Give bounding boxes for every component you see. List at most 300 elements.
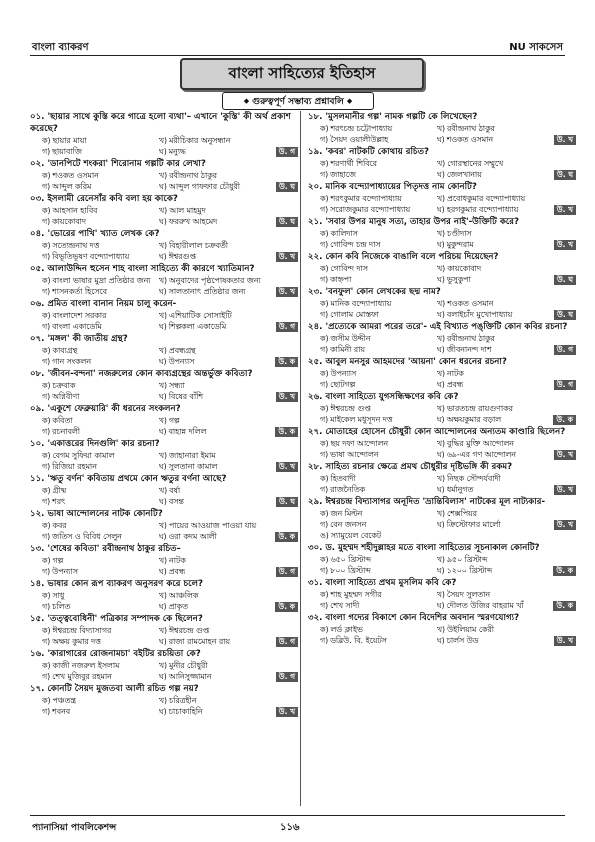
option-text: প্রবোধকুমার বন্দ্যোপাধ্যায় (447, 194, 526, 203)
option (42, 321, 159, 332)
option-text: ঈশ্বরচন্দ্র গুপ্ত (330, 404, 371, 413)
answer-badge (554, 485, 576, 495)
option-text: রিজিয়া রহমান (52, 462, 97, 471)
right-question-column (308, 111, 576, 811)
header-subject: বাংলা ব্যাকরণ (32, 42, 89, 53)
option-letter: ক) (320, 625, 329, 634)
option-letter: খ) (158, 311, 168, 320)
question-number: ১০. (30, 439, 45, 449)
option-text: সাধু (52, 591, 65, 600)
options-grid (30, 695, 298, 717)
option-letter: গ) (320, 450, 329, 459)
option (320, 519, 437, 530)
question-text (30, 438, 298, 450)
option (42, 345, 159, 356)
option-text: লর্ড ক্লাইভ (330, 625, 363, 634)
option-letter: ঘ) (436, 450, 445, 459)
option (159, 601, 276, 612)
option (159, 275, 276, 286)
question-text (308, 286, 576, 298)
question-number: ২৯. (308, 497, 323, 507)
answer-prefix: উ. (556, 520, 566, 529)
option (437, 204, 554, 215)
option (320, 554, 437, 565)
option-text: শেখ সাদী (330, 601, 360, 610)
question-body: কোনটি সৈয়দ মুজতবা আলী রচিত গল্প নয়? (47, 684, 199, 694)
option (320, 263, 437, 274)
option-text: জীবনানন্দ দাশ (446, 345, 492, 354)
answer-badge (276, 287, 298, 297)
question-body: 'প্রত্যেকে আমরা পরের তরে'- এই বিখ্যাত পঙ্‌ক্তিটি কোন কবির রচনা? (325, 322, 568, 332)
option-letter: ক) (320, 590, 329, 599)
question-body: 'শেষের কবিতা' রবীন্দ্রনাথ ঠাকুর রচিত– (47, 544, 181, 554)
options-grid (308, 589, 576, 611)
option-text: রাজনৈতিক (330, 485, 366, 494)
answer-badge (554, 380, 576, 390)
question-body: আবুল মনসুর আহমদের 'আয়না' কোন ধরনের রচনা? (325, 357, 507, 367)
option-text: গোলাম মোস্তফা (330, 310, 379, 319)
options-grid (30, 520, 298, 542)
answer-prefix: উ. (556, 135, 566, 144)
option-letter: খ) (436, 369, 446, 378)
option-text: বসন্ত (168, 497, 184, 506)
question-body: 'জীবন-বন্দনা' নজরুলের কোন কাব্যগ্রন্থের অন্তর্ভুক্ত কবিতা? (47, 369, 253, 379)
question-item (308, 542, 576, 576)
option (159, 170, 276, 181)
option-text: এশিয়াটিক সোসাইটি (169, 311, 232, 320)
option-text: শিল্পকলা একাডেমি (168, 322, 227, 331)
option-text: ঈশ্বরচন্দ্র বিদ্যাসাগর (52, 626, 112, 635)
option-letter: খ) (159, 206, 168, 215)
option-text: ছায়ার মায়া (52, 136, 87, 145)
option-text: ফররুখ আহমেদ (168, 217, 218, 226)
question-number: ২২. (308, 252, 323, 262)
question-item (308, 181, 576, 215)
footer-publisher: প্যানাসিয়া পাবলিকেশন্স (32, 823, 117, 833)
option-text: বেন জনসন (330, 520, 367, 529)
option-text: উপন্যাস (168, 357, 195, 366)
question-text (308, 356, 576, 368)
option-letter: ক) (42, 136, 51, 145)
option-letter: ঘ) (158, 147, 167, 156)
option-text: অনুবাদের পৃষ্ঠপোষকতার জন্য (169, 276, 261, 285)
question-text (308, 216, 576, 228)
option-letter: ক) (320, 194, 329, 203)
options-grid (30, 310, 298, 332)
option-text: শরৎকুমার বন্দ্যোপাধ্যায় (330, 194, 402, 203)
option-text: ঈশ্বরচন্দ্র গুপ্ত (169, 626, 210, 635)
option-letter: ক) (320, 334, 329, 343)
question-body: 'একুশে ফেব্রুয়ারি' কী ধরনের সংকলন? (47, 404, 181, 414)
question-item (308, 461, 576, 495)
option-text: বর্ষা (169, 486, 181, 495)
option-text: আঞ্চলিক (168, 591, 199, 600)
options-grid (30, 240, 298, 262)
answer-badge (554, 205, 576, 215)
question-item (30, 298, 298, 332)
answer-badge (276, 672, 298, 682)
option (437, 134, 554, 145)
answer-letter: ঘ (568, 310, 573, 319)
question-text (30, 263, 298, 275)
answer-prefix: উ. (556, 485, 566, 494)
option-letter: খ) (437, 264, 446, 273)
option-text: আনিসুজ্জামান (168, 672, 212, 681)
option-text: কামিনী রায় (330, 345, 365, 354)
answer-badge (275, 357, 298, 367)
question-text (30, 508, 298, 520)
option (159, 426, 276, 437)
option-text: ওরা কদম আলী (168, 532, 217, 541)
header-series: NU সাকসেস (509, 42, 563, 53)
option-text: মন্যুদ্ধ (168, 147, 186, 156)
option-text: ৬৯-এর গণ আন্দোলন (446, 450, 516, 459)
option (437, 600, 554, 611)
answer-badge (554, 520, 576, 530)
question-body: সাহিত্য রচনার ক্ষেত্রে প্রমথ চৌধুরীর দৃষ্টিভঙ্গি কী রকম? (325, 462, 513, 472)
option-letter: ঙ) (320, 531, 329, 540)
option (437, 169, 554, 180)
option-text: শরণার্থী শিবিরে (330, 159, 377, 168)
options-grid (308, 403, 576, 425)
option-letter: গ) (42, 287, 51, 296)
option-letter: ঘ) (437, 170, 445, 179)
option-text: আহসান হাবিব (52, 206, 98, 215)
option-letter: খ) (159, 171, 168, 180)
question-text (308, 542, 576, 554)
option-text: আব্দুল গাফফার চৌধুরী (168, 182, 241, 191)
option (159, 625, 276, 636)
options-grid (30, 205, 298, 227)
option-text: প্রবন্ধ (168, 567, 186, 576)
option (42, 251, 159, 262)
option (42, 461, 159, 472)
option-letter: খ) (158, 591, 167, 600)
question-text (308, 181, 576, 193)
option (437, 414, 554, 425)
option-letter: ক) (320, 474, 329, 483)
option-text: স্যামুয়েল বেকেট (330, 531, 382, 540)
options-grid (30, 275, 298, 297)
options-grid (30, 415, 298, 437)
question-item (308, 286, 576, 320)
question-item (308, 146, 576, 180)
question-body: আলাউদ্দিন হুসেন শাহ বাংলা সাহিত্যে কী কারণে খ্যাতিমান? (47, 264, 255, 274)
option-letter: গ) (320, 135, 329, 144)
option (437, 508, 554, 519)
option (42, 356, 159, 367)
answer-cell (275, 531, 298, 542)
option-letter: খ) (436, 404, 445, 413)
option (320, 344, 437, 355)
options-grid (30, 625, 298, 647)
option-text: শেক্সপিয়র (447, 509, 477, 518)
option (159, 496, 276, 507)
answer-badge (553, 601, 576, 611)
option (320, 484, 437, 495)
option-letter: ক) (320, 229, 329, 238)
option (42, 135, 159, 146)
option-letter: খ) (436, 474, 446, 483)
option-letter: ক) (320, 264, 329, 273)
option-letter: ক) (42, 241, 51, 250)
option (159, 356, 276, 367)
question-body: কোন কবি নিজেকে বাঙালি বলে পরিচয় দিয়েছেন? (325, 252, 499, 262)
answer-prefix: উ. (556, 240, 566, 249)
option-text: মুকুন্দরাম (446, 240, 474, 249)
option-letter: ঘ) (158, 357, 167, 366)
option-letter: গ) (320, 275, 329, 284)
question-body: 'মঙ্গল' কী জাতীয় গ্রন্থ? (47, 334, 128, 344)
option-letter: খ) (436, 555, 445, 564)
question-item (30, 473, 298, 507)
option-letter: গ) (42, 567, 51, 576)
answer-letter: খ (568, 485, 573, 494)
option-letter: ক) (42, 416, 51, 425)
option (437, 565, 554, 576)
question-body: বাংলা সাহিত্যে প্রথম মুসলিম কবি কে? (325, 578, 457, 588)
option-letter: ঘ) (158, 637, 167, 646)
option-text: উপন্যাস (52, 567, 78, 576)
option (320, 473, 437, 484)
option-letter: ঘ) (158, 672, 167, 681)
option-letter: ঘ) (158, 532, 167, 541)
option (437, 239, 554, 250)
option-text: নিছক সৌন্দর্যবাদী (447, 474, 501, 483)
option-letter: গ) (320, 485, 329, 494)
option-text: জসীম উদ্দীন (330, 334, 371, 343)
option-text: ক্রিস্টোফার মার্লো (446, 520, 501, 529)
answer-badge (276, 392, 298, 402)
option-letter: গ) (42, 217, 51, 226)
question-number: ১১. (30, 474, 45, 484)
answer-letter: ঘ (290, 182, 295, 191)
answer-prefix: উ. (278, 322, 288, 331)
option (159, 450, 276, 461)
option (159, 135, 276, 146)
option-letter: ক) (42, 486, 51, 495)
option-text: সৈয়দ সুলতান (446, 590, 491, 599)
option (159, 391, 276, 402)
answer-prefix: উ. (556, 415, 566, 424)
answer-cell (276, 286, 298, 297)
option (42, 391, 159, 402)
option-letter: ক) (42, 276, 51, 285)
option-letter: ঘ) (436, 205, 445, 214)
option-text: গোরস্থানের সম্মুখে (447, 159, 504, 168)
question-body: 'ছায়ার সাথে কুস্তি করে গাত্রে হলো ব্যথা'– এখানে 'কুস্তি' কী অর্থ প্রকাশ করেছে? (30, 112, 291, 134)
option-text: ৬৫০ খ্রিস্টাব্দ (330, 555, 372, 564)
question-item (308, 216, 576, 250)
answer-prefix: উ. (278, 707, 288, 716)
question-text (30, 368, 298, 380)
option-letter: ক) (320, 439, 329, 448)
options-grid (30, 660, 298, 682)
answer-prefix: উ. (278, 287, 288, 296)
answer-badge (553, 566, 576, 576)
option-letter: ক) (320, 299, 329, 308)
option (159, 415, 276, 426)
question-body: 'কারাগারের রোজনামচা' বইটির রচয়িতা কে? (47, 649, 201, 659)
answer-prefix: উ. (557, 170, 566, 179)
question-item (30, 263, 298, 297)
option-text: চক্রবাক (52, 381, 76, 390)
option-letter: গ) (320, 170, 329, 179)
answer-badge (276, 462, 298, 472)
answer-letter: গ (290, 672, 295, 681)
option (437, 449, 554, 460)
option-text: কায়কোবাদ (447, 264, 482, 273)
option (320, 589, 437, 600)
option-text: মরীচিকার অনুসন্ধান (169, 136, 231, 145)
question-text (308, 461, 576, 473)
question-item (308, 356, 576, 390)
option-letter: ক) (42, 696, 51, 705)
answer-prefix: উ. (278, 637, 288, 646)
option-letter: গ) (42, 427, 51, 436)
answer-badge (276, 217, 298, 227)
question-number: ০৬. (30, 299, 45, 309)
option-text: বাংলাদেশ সরকার (52, 311, 107, 320)
option-letter: খ) (158, 241, 168, 250)
option (159, 636, 276, 647)
answer-letter: গ (290, 147, 295, 156)
option-text: রবীন্দ্রনাথ ঠাকুর (447, 334, 495, 343)
question-body: ঈশ্বরচন্দ্র বিদ্যাসাগর অনূদিত 'ভ্রান্তিবিলাস' নাটকের মূল নাট্যকার- (325, 497, 546, 507)
question-body: ইসলামী রেনেসাঁর কবি বলা হয় কাকে? (47, 194, 178, 204)
answer-badge (554, 135, 576, 145)
option-letter: খ) (437, 299, 446, 308)
option (42, 240, 159, 251)
option-text: গল্প (52, 556, 64, 565)
answer-cell (275, 426, 298, 437)
option-letter: গ) (320, 310, 329, 319)
option-letter: খ) (436, 439, 446, 448)
option-letter: খ) (436, 124, 446, 133)
question-body: বাংলা গদ্যের বিকাশে কোন বিদেশির অবদান স্মরণযোগ্য? (325, 613, 520, 623)
option (437, 438, 554, 449)
answer-badge (275, 602, 298, 612)
section-heading (222, 92, 374, 110)
column-divider (300, 111, 301, 806)
question-item (30, 333, 298, 367)
question-number: ০৩. (30, 194, 45, 204)
options-grid (308, 438, 576, 460)
option (320, 134, 437, 145)
option (320, 635, 437, 646)
options-grid (308, 263, 576, 285)
question-number: ২৮. (308, 462, 323, 472)
option-letter: ক) (42, 346, 51, 355)
answer-cell (276, 566, 298, 577)
option-text: ৯৫০ খ্রিস্টাব্দ (446, 555, 488, 564)
answer-prefix: উ. (556, 345, 566, 354)
option-text: কবর (52, 521, 67, 530)
option (159, 671, 276, 682)
option (320, 624, 437, 635)
answer-cell (554, 484, 576, 495)
option (320, 239, 437, 250)
option (437, 635, 554, 646)
option-text: রাজা রামমোহন রায় (168, 637, 230, 646)
option-letter: ঘ) (158, 567, 167, 576)
option (320, 228, 437, 239)
options-grid (308, 554, 576, 576)
answer-badge (276, 147, 298, 157)
option-text: গোবিন্দ দাস (330, 264, 368, 273)
answer-cell (276, 496, 298, 507)
option-letter: ক) (320, 404, 329, 413)
answer-letter: খ (568, 520, 573, 529)
option-letter: ক) (320, 124, 329, 133)
option (159, 216, 276, 227)
option (159, 251, 276, 262)
option (437, 344, 554, 355)
answer-letter: ক (567, 566, 573, 575)
option (159, 590, 276, 601)
question-number: ০৪. (30, 229, 45, 239)
question-number: ২১. (308, 217, 323, 227)
option-text: সালতানাৎ প্রতিষ্ঠার জন্য (168, 287, 246, 296)
option-text: সত্যেন্দ্রনাথ দত্ত (52, 241, 100, 250)
section-heading-text: গুরুত্বপূর্ণ সম্ভাব্য প্রশ্নাবলি (252, 96, 344, 107)
option-text: শওকত ওসমান (446, 135, 493, 144)
option (320, 193, 437, 204)
chapter-title: বাংলা সাহিত্যের ইতিহাস (180, 58, 424, 90)
option-letter: গ) (42, 672, 51, 681)
question-body: ভাষার কোন রূপ ব্যাকরণ অনুসরণ করে চলে? (47, 579, 203, 589)
question-item (308, 612, 576, 646)
question-body: ভাষা আন্দোলনের নাটক কোনটি? (47, 509, 163, 519)
option-letter: ঘ) (436, 380, 445, 389)
option-letter: ক) (320, 555, 329, 564)
answer-cell (553, 565, 576, 576)
option-letter: ঘ) (158, 287, 167, 296)
option-text: পায়ের আওয়াজ পাওয়া যায় (168, 521, 257, 530)
option-text: অক্ষয়কুমার বড়াল (446, 415, 502, 424)
option (320, 274, 437, 285)
option-letter: গ) (42, 637, 51, 646)
option (42, 590, 159, 601)
option-letter: গ) (320, 205, 329, 214)
option-text: প্রবন্ধ (446, 380, 464, 389)
option-letter: ক) (42, 591, 51, 600)
option-letter: ঘ) (436, 601, 445, 610)
option-text: শবনব (52, 707, 71, 716)
option-text: শরৎ (52, 497, 66, 506)
answer-badge (276, 182, 298, 192)
answer-badge (554, 345, 576, 355)
options-grid (30, 135, 298, 157)
option-letter: ক) (42, 626, 51, 635)
option-text: ছোটগল্প (330, 380, 356, 389)
option (42, 520, 159, 531)
option-letter: গ) (320, 415, 329, 424)
option-letter: খ) (158, 521, 167, 530)
question-item (30, 613, 298, 647)
answer-cell (276, 216, 298, 227)
answer-badge (275, 532, 298, 542)
answer-letter: গ (290, 322, 295, 331)
option-text: আব্দুল করিম (52, 182, 92, 191)
question-body: 'ডানপিটে শংকরা' শিরোনাম গল্পটি কার লেখা? (47, 159, 206, 169)
options-grid (308, 123, 576, 145)
option (159, 461, 276, 472)
option (437, 368, 554, 379)
answer-badge (554, 275, 576, 285)
option-text: সন্ধ্যা (169, 381, 185, 390)
options-grid (308, 193, 576, 215)
